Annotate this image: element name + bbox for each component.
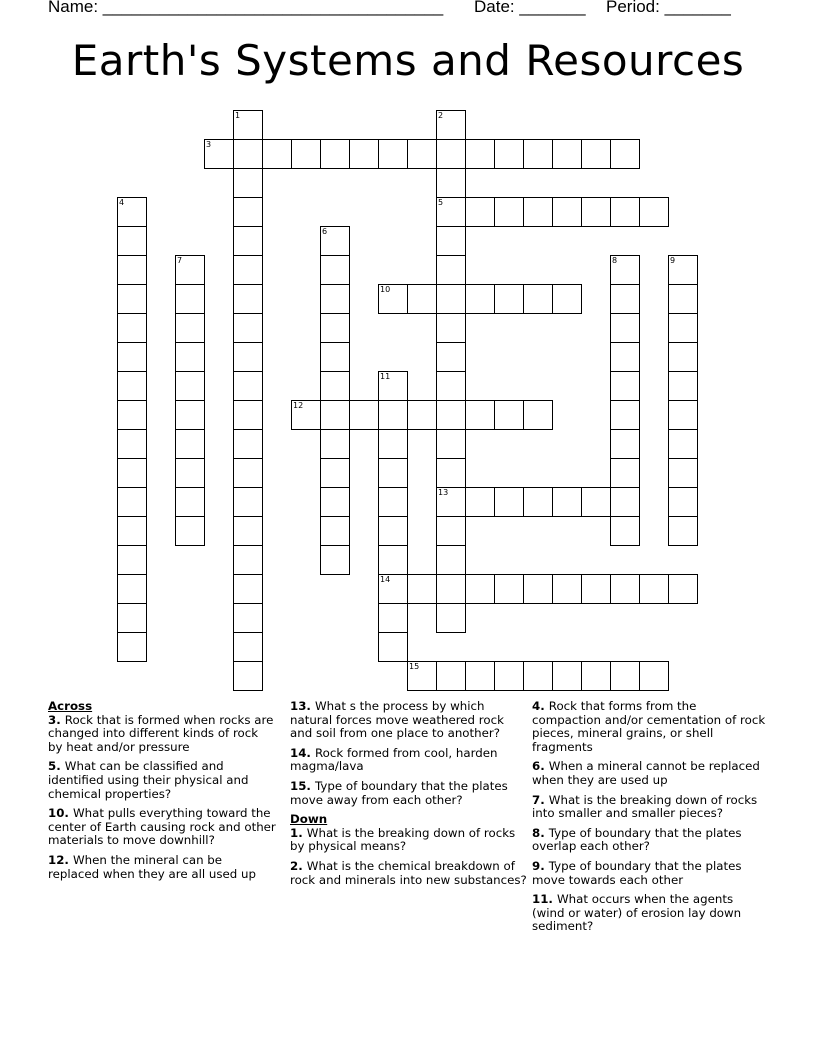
grid-cell[interactable] [233, 255, 263, 285]
grid-cell[interactable] [668, 429, 698, 459]
grid-cell[interactable] [436, 110, 466, 140]
grid-cell[interactable] [552, 487, 582, 517]
clue-item-number: 12. [48, 852, 74, 867]
grid-cell[interactable] [233, 400, 263, 430]
grid-cell[interactable] [320, 226, 350, 256]
grid-cell[interactable] [320, 429, 350, 459]
grid-cell[interactable] [494, 661, 524, 691]
grid-cell[interactable] [523, 574, 553, 604]
grid-cell[interactable] [581, 139, 611, 169]
grid-cell[interactable] [175, 342, 205, 372]
grid-cell[interactable] [378, 284, 408, 314]
grid-cell[interactable] [233, 574, 263, 604]
grid-cell[interactable] [291, 139, 321, 169]
grid-cell[interactable] [436, 661, 466, 691]
clue-item-text: What can be classified and identified using their physical and chemical properties? [48, 759, 249, 801]
grid-cell[interactable] [117, 400, 147, 430]
grid-cell[interactable] [639, 661, 669, 691]
grid-cell[interactable] [378, 574, 408, 604]
grid-cell[interactable] [117, 574, 147, 604]
grid-cell[interactable] [233, 545, 263, 575]
grid-cell[interactable] [175, 516, 205, 546]
grid-cell[interactable] [639, 574, 669, 604]
grid-cell[interactable] [436, 545, 466, 575]
grid-cell[interactable] [610, 284, 640, 314]
grid-cell[interactable] [610, 255, 640, 285]
grid-cell[interactable] [117, 371, 147, 401]
page-title: Earth's Systems and Resources [71, 36, 745, 85]
grid-cell[interactable] [117, 632, 147, 662]
clue-item-text: What pulls everything toward the center of Earth causing rock and other materials to move downhill? [48, 806, 276, 848]
grid-cell[interactable] [233, 110, 263, 140]
clue-number: 8 [612, 256, 618, 265]
grid-cell[interactable] [610, 516, 640, 546]
clue-item-text: Rock that is formed when rocks are changed into different kinds of rock by heat and/or pressure [48, 712, 274, 754]
grid-cell[interactable] [436, 139, 466, 169]
grid-cell[interactable] [204, 139, 234, 169]
grid-cell[interactable] [378, 139, 408, 169]
grid-cell[interactable] [581, 661, 611, 691]
clue-item-text: When a mineral cannot be replaced when they are used up [532, 759, 760, 787]
clue-number: 7 [177, 256, 183, 265]
grid-cell[interactable] [610, 342, 640, 372]
clue-item-number: 2. [290, 858, 307, 873]
clue-number: 15 [409, 662, 420, 671]
clue-number: 14 [380, 575, 391, 584]
grid-cell[interactable] [581, 487, 611, 517]
grid-cell[interactable] [320, 516, 350, 546]
name-field-label[interactable]: Name: ____________________________________ [48, 0, 444, 16]
grid-cell[interactable] [436, 487, 466, 517]
clue-item [48, 714, 276, 755]
grid-cell[interactable] [523, 661, 553, 691]
grid-cell[interactable] [668, 458, 698, 488]
clue-number: 9 [670, 256, 676, 265]
clue-item-number: 4. [532, 699, 549, 713]
clue-item-text: What is the breaking down of rocks by physical means? [290, 825, 516, 854]
clue-item-number: 7. [532, 792, 549, 807]
grid-cell[interactable] [349, 139, 379, 169]
down-heading: Down [290, 812, 328, 827]
grid-cell[interactable] [175, 284, 205, 314]
clue-item-text: Rock that forms from the compaction and/or cementation of rock pieces, mineral grains, or shell fragments [532, 699, 766, 754]
grid-cell[interactable] [465, 400, 495, 430]
clue-item-number: 6. [532, 759, 549, 774]
clue-number: 1 [235, 111, 241, 120]
clue-item-text: Type of boundary that the plates move away from each other? [290, 778, 508, 807]
grid-cell[interactable] [117, 516, 147, 546]
grid-cell[interactable] [117, 458, 147, 488]
clue-item-text: Type of boundary that the plates overlap each other? [532, 825, 742, 854]
grid-cell[interactable] [436, 574, 466, 604]
grid-cell[interactable] [523, 400, 553, 430]
grid-cell[interactable] [610, 371, 640, 401]
clue-item [532, 760, 768, 787]
clue-number: 10 [380, 285, 391, 294]
clue-item [290, 747, 528, 774]
clue-item-text: What is the breaking down of rocks into smaller and smaller pieces? [532, 792, 758, 821]
grid-cell[interactable] [436, 429, 466, 459]
clue-item-text: What s the process by which natural forces move weathered rock and soil from one place to another? [290, 699, 504, 741]
clue-item-text: Rock formed from cool, harden magma/lava [290, 745, 498, 774]
grid-cell[interactable] [320, 487, 350, 517]
grid-cell[interactable] [117, 284, 147, 314]
grid-cell[interactable] [465, 197, 495, 227]
grid-cell[interactable] [610, 313, 640, 343]
grid-cell[interactable] [523, 197, 553, 227]
grid-cell[interactable] [436, 371, 466, 401]
grid-cell[interactable] [407, 661, 437, 691]
grid-cell[interactable] [610, 429, 640, 459]
clue-item-number: 10. [48, 806, 74, 821]
grid-cell[interactable] [407, 574, 437, 604]
grid-cell[interactable] [668, 487, 698, 517]
grid-cell[interactable] [610, 197, 640, 227]
grid-cell[interactable] [407, 139, 437, 169]
grid-cell[interactable] [552, 574, 582, 604]
grid-cell[interactable] [407, 284, 437, 314]
clue-item-number: 13. [290, 699, 316, 713]
grid-cell[interactable] [233, 458, 263, 488]
clue-item [532, 794, 768, 821]
clue-number: 2 [438, 111, 444, 120]
clue-item-text: What occurs when the agents (wind or water) of erosion lay down sediment? [532, 892, 742, 934]
grid-cell[interactable] [117, 429, 147, 459]
grid-cell[interactable] [436, 255, 466, 285]
grid-cell[interactable] [233, 284, 263, 314]
grid-cell[interactable] [668, 255, 698, 285]
clue-column-1 [48, 700, 276, 887]
clue-list [0, 700, 816, 1000]
grid-cell[interactable] [233, 487, 263, 517]
grid-cell[interactable] [523, 139, 553, 169]
grid-cell[interactable] [175, 487, 205, 517]
grid-cell[interactable] [117, 313, 147, 343]
grid-cell[interactable] [552, 139, 582, 169]
grid-cell[interactable] [233, 632, 263, 662]
grid-cell[interactable] [436, 458, 466, 488]
grid-cell[interactable] [668, 313, 698, 343]
clue-column-3 [532, 700, 768, 940]
grid-cell[interactable] [465, 139, 495, 169]
grid-cell[interactable] [668, 284, 698, 314]
grid-cell[interactable] [436, 313, 466, 343]
grid-cell[interactable] [436, 516, 466, 546]
grid-cell[interactable] [320, 400, 350, 430]
grid-cell[interactable] [639, 197, 669, 227]
grid-cell[interactable] [581, 574, 611, 604]
grid-cell[interactable] [262, 139, 292, 169]
grid-cell[interactable] [494, 139, 524, 169]
clue-item [290, 780, 528, 807]
grid-cell[interactable] [436, 603, 466, 633]
grid-cell[interactable] [610, 400, 640, 430]
grid-cell[interactable] [233, 661, 263, 691]
clue-item-number: 11. [532, 892, 558, 907]
grid-cell[interactable] [668, 574, 698, 604]
clue-item [532, 827, 768, 854]
clue-number: 4 [119, 198, 125, 207]
grid-cell[interactable] [436, 284, 466, 314]
grid-cell[interactable] [349, 400, 379, 430]
grid-cell[interactable] [494, 284, 524, 314]
grid-cell[interactable] [175, 313, 205, 343]
clue-column-2 [290, 700, 528, 893]
clue-item [532, 893, 768, 934]
clue-number: 13 [438, 488, 449, 497]
grid-cell[interactable] [233, 603, 263, 633]
clue-item [48, 854, 276, 881]
grid-cell[interactable] [233, 168, 263, 198]
grid-cell[interactable] [378, 458, 408, 488]
clue-item [532, 860, 768, 887]
grid-cell[interactable] [117, 342, 147, 372]
clue-number: 6 [322, 227, 328, 236]
grid-cell[interactable] [668, 400, 698, 430]
grid-cell[interactable] [320, 342, 350, 372]
grid-cell[interactable] [233, 313, 263, 343]
clue-item-text: Type of boundary that the plates move towards each other [532, 858, 742, 887]
grid-cell[interactable] [610, 487, 640, 517]
grid-cell[interactable] [610, 574, 640, 604]
grid-cell[interactable] [175, 429, 205, 459]
date-field-label[interactable]: Date: _______ [474, 0, 586, 16]
grid-cell[interactable] [610, 139, 640, 169]
clue-number: 5 [438, 198, 444, 207]
grid-cell[interactable] [378, 487, 408, 517]
clue-item [48, 760, 276, 801]
grid-cell[interactable] [320, 255, 350, 285]
grid-cell[interactable] [233, 516, 263, 546]
grid-cell[interactable] [233, 226, 263, 256]
grid-cell[interactable] [175, 458, 205, 488]
clue-item-number: 14. [290, 745, 316, 760]
grid-cell[interactable] [378, 429, 408, 459]
grid-cell[interactable] [378, 371, 408, 401]
grid-cell[interactable] [436, 168, 466, 198]
grid-cell[interactable] [175, 371, 205, 401]
grid-cell[interactable] [581, 197, 611, 227]
clue-item-number: 8. [532, 825, 549, 840]
grid-cell[interactable] [117, 487, 147, 517]
clue-item-number: 3. [48, 712, 65, 727]
grid-cell[interactable] [378, 632, 408, 662]
grid-cell[interactable] [117, 226, 147, 256]
grid-cell[interactable] [494, 574, 524, 604]
grid-cell[interactable] [436, 400, 466, 430]
grid-cell[interactable] [465, 574, 495, 604]
grid-cell[interactable] [320, 313, 350, 343]
grid-cell[interactable] [610, 458, 640, 488]
clue-number: 3 [206, 140, 212, 149]
grid-cell[interactable] [668, 516, 698, 546]
grid-cell[interactable] [291, 400, 321, 430]
grid-cell[interactable] [378, 400, 408, 430]
clue-item [290, 827, 528, 854]
grid-cell[interactable] [552, 284, 582, 314]
clue-number: 11 [380, 372, 391, 381]
grid-cell[interactable] [610, 661, 640, 691]
clue-item-text: When the mineral can be replaced when they are all used up [48, 852, 256, 881]
grid-cell[interactable] [117, 545, 147, 575]
grid-cell[interactable] [523, 284, 553, 314]
clue-item [290, 700, 528, 741]
grid-cell[interactable] [233, 139, 263, 169]
grid-cell[interactable] [175, 255, 205, 285]
clue-item [290, 860, 528, 887]
grid-cell[interactable] [117, 603, 147, 633]
grid-cell[interactable] [523, 487, 553, 517]
grid-cell[interactable] [668, 342, 698, 372]
period-field-label[interactable]: Period: _______ [606, 0, 731, 16]
grid-cell[interactable] [378, 603, 408, 633]
clue-item-text: What is the chemical breakdown of rock and minerals into new substances? [290, 858, 527, 887]
grid-cell[interactable] [320, 545, 350, 575]
grid-cell[interactable] [552, 197, 582, 227]
grid-cell[interactable] [407, 400, 437, 430]
across-heading: Across [48, 699, 93, 713]
clue-item [48, 807, 276, 848]
grid-cell[interactable] [233, 342, 263, 372]
grid-cell[interactable] [117, 197, 147, 227]
grid-cell[interactable] [320, 284, 350, 314]
grid-cell[interactable] [320, 371, 350, 401]
grid-cell[interactable] [494, 487, 524, 517]
clue-item-number: 5. [48, 759, 65, 774]
grid-cell[interactable] [436, 342, 466, 372]
grid-cell[interactable] [436, 226, 466, 256]
clue-item-number: 1. [290, 825, 307, 840]
grid-cell[interactable] [233, 197, 263, 227]
grid-cell[interactable] [494, 197, 524, 227]
clue-number: 12 [293, 401, 304, 410]
grid-cell[interactable] [320, 458, 350, 488]
grid-cell[interactable] [233, 429, 263, 459]
grid-cell[interactable] [668, 371, 698, 401]
grid-cell[interactable] [465, 284, 495, 314]
clue-item-number: 9. [532, 858, 549, 873]
clue-item [532, 700, 768, 754]
grid-cell[interactable] [320, 139, 350, 169]
grid-cell[interactable] [378, 516, 408, 546]
grid-cell[interactable] [117, 255, 147, 285]
grid-cell[interactable] [378, 545, 408, 575]
clue-item-number: 15. [290, 778, 316, 793]
grid-cell[interactable] [175, 400, 205, 430]
grid-cell[interactable] [552, 661, 582, 691]
grid-cell[interactable] [436, 197, 466, 227]
grid-cell[interactable] [465, 661, 495, 691]
grid-cell[interactable] [494, 400, 524, 430]
grid-cell[interactable] [465, 487, 495, 517]
grid-cell[interactable] [233, 371, 263, 401]
